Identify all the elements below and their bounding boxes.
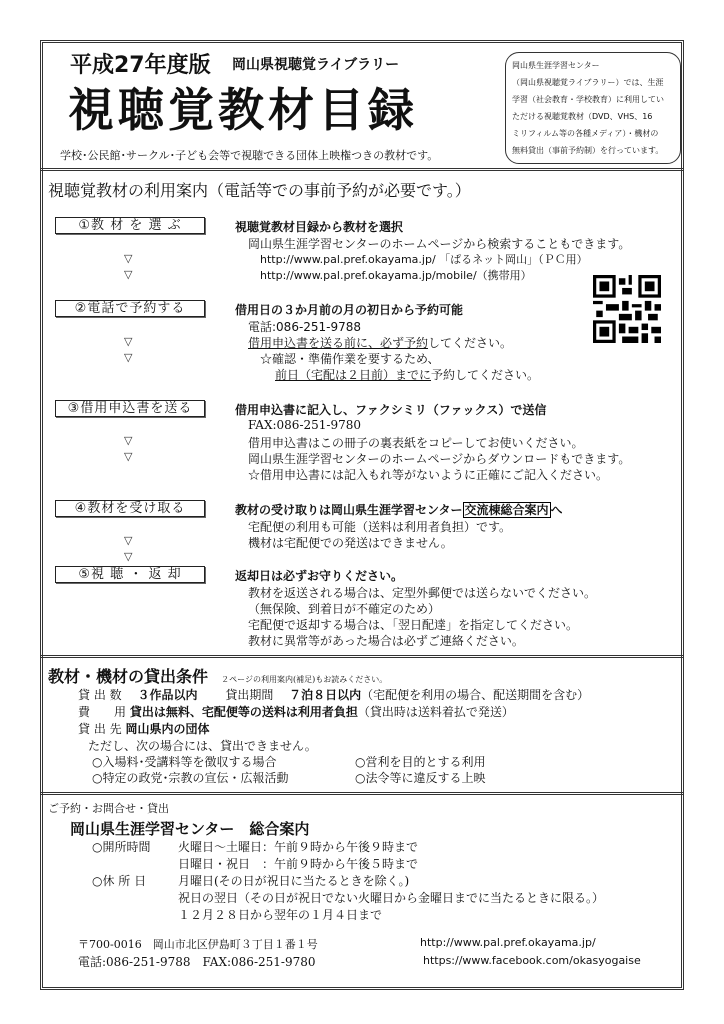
closed-line: １２月２８日から翌年の１月４日まで [178,908,383,922]
note-line: ただける視聴覚教材（DVD、VHS、16 [512,112,653,121]
step-1-title: 視聴覚教材目録から教材を選択 [235,220,404,234]
address: 〒700-0016 岡山市北区伊島町３丁目１番１号 [78,938,318,951]
fax: FAX:086-251-9780 [248,418,361,432]
edition: 平成27年度版 [70,53,211,78]
library-name: 岡山県視聴覚ライブラリー [232,57,400,73]
step-4-label: ④教材を受け取る [55,500,205,517]
note-line: 無料貸出（事前予約制）を行っています。 [512,146,664,155]
divider [40,655,684,658]
step-5-title: 返却日は必ずお守りください。 [235,569,404,583]
down-arrow-icon: ▽ [124,252,133,265]
cost-value: 貸出は無料、宅配便等の送料は利用者負担 [129,705,358,719]
subtitle: 学校･公民館･サークル･子ども会等で視聴できる団体上映権つきの教材です。 [60,149,439,162]
target-label: 貸 出 先 [78,722,122,736]
step-line: ☆確認・準備作業を要するため、 [260,352,440,366]
step-line: 宅配便の利用も可能（送料は利用者負担）です。 [248,520,512,534]
period-label: 貸出期間 [225,688,274,702]
conditions-note: ２ページの利用案内(補足)もお読みください。 [221,675,388,684]
step-line: 借用申込書を送る前に、必ず予約 [248,336,429,350]
conditions-heading: 教材・機材の貸出条件 [48,667,209,686]
step-line: 岡山県生涯学習センターのホームページからダウンロードもできます。 [248,452,631,466]
step-line: 機材は宅配便での発送はできません。 [248,536,453,550]
qr-code-icon [593,275,661,343]
note-line: （岡山県視聴覚ライブラリー）では、生涯 [512,78,664,87]
step-line: （無保険、到着日が不確定のため） [248,602,441,616]
note-line: ミリフィルム等の各種メディア）・機材の [512,129,659,138]
facebook-link[interactable]: https://www.facebook.com/okasyogaise [423,954,641,967]
down-arrow-icon: ▽ [124,450,133,463]
down-arrow-icon: ▽ [124,351,133,364]
intro-note [505,52,681,164]
step-line: 予約してください。 [431,368,540,382]
phone-fax: 電話:086-251-9788 FAX:086-251-9780 [78,955,316,969]
step-line: 借用申込書はこの冊子の裏表紙をコピーしてお使いください。 [248,436,584,450]
step-3-label: ③借用申込書を送る [55,400,205,417]
step-line: 教材を返送される場合は、定型外郵便では送らないでください。 [248,586,597,600]
down-arrow-icon: ▽ [124,268,133,281]
phone: 電話:086-251-9788 [248,320,362,334]
step-5-label: ⑤視 聴 ・ 返 却 [55,566,205,583]
exception-item: ○法令等に違反する上映 [355,771,486,785]
step-4-title [235,501,563,518]
divider [40,168,684,171]
exception-item: ○特定の政党･宗教の宣伝・広報活動 [92,771,289,785]
contact-label: ご予約・お問合せ・貸出 [48,802,169,815]
closed-line: 月曜日(その日が祝日に当たるときを除く。) [178,874,410,888]
cost-note: （貸出時は送料着払で発送） [357,705,514,719]
down-arrow-icon: ▽ [124,534,133,547]
boxed-text: 交流棟総合案内 [464,503,549,517]
hours-line: 日曜日・祝日 ：午前９時から午後５時まで [178,857,419,871]
period-value: ７泊８日以内 [289,688,362,702]
step-line: 教材に異常等があった場合は必ずご連絡ください。 [248,634,524,648]
hours-label: ○開所時間 [92,840,151,854]
down-arrow-icon: ▽ [124,434,133,447]
usage-heading: 視聴覚教材の利用案内（電話等での事前予約が必要です。） [48,181,471,200]
down-arrow-icon: ▽ [124,550,133,563]
exception-item: ○入場料･受講料等を徴収する場合 [92,755,277,769]
hours-line: 火曜日～土曜日：午前９時から午後９時まで [178,840,419,854]
contact-name: 岡山県生涯学習センター 総合案内 [70,820,310,838]
count-value: ３作品以内 [137,688,198,702]
mobile-url: http://www.pal.pref.okayama.jp/mobile/（携帯用） [260,269,532,282]
step-line: 前日（宅配は２日前）までに [275,368,432,382]
divider [40,792,684,795]
cost-label: 費 用 [78,705,127,719]
note-line: 学習（社会教育・学校教育）に利用してい [512,95,664,104]
count-label: 貸 出 数 [78,688,122,702]
exception-text: ただし、次の場合には、貸出できません。 [88,739,317,753]
target-value: 岡山県内の団体 [125,722,210,736]
step-line: ☆借用申込書には記入もれ等がないように正確にご記入ください。 [248,468,609,482]
step-line: 宅配便で返却する場合は、「翌日配達」を指定してください。 [248,618,579,632]
closed-line: 祝日の翌日（その日が祝日でない火曜日から金曜日までに当たるときに限る。） [178,891,605,905]
note-line: 岡山県生涯学習センター [512,61,600,70]
exception-item: ○営利を目的とする利用 [355,755,486,769]
title-end: へ [550,503,563,517]
title-text: 教材の受け取りは岡山県生涯学習センター [235,503,463,517]
down-arrow-icon: ▽ [124,335,133,348]
page-title: 視聴覚教材目録 [68,83,418,137]
step-3-title: 借用申込書に記入し、ファクシミリ（ファックス）で送信 [235,403,547,417]
closed-label: ○休 所 日 [92,874,147,888]
step-line: 岡山県生涯学習センターのホームページから検索することもできます。 [248,237,631,251]
period-note: （宅配便を利用の場合、配送期間を含む） [361,688,590,702]
website-link[interactable]: http://www.pal.pref.okayama.jp/ [420,936,596,949]
step-2-title: 借用日の３か月前の月の初日から予約可能 [235,303,464,317]
step-line: してください。 [428,336,513,350]
step-2-label: ②電話で予約する [55,300,205,317]
step-1-label: ①教 材 を 選 ぶ [55,217,205,234]
pc-url: http://www.pal.pref.okayama.jp/ 「ぱるネット岡山」（ＰＣ用） [260,253,588,266]
